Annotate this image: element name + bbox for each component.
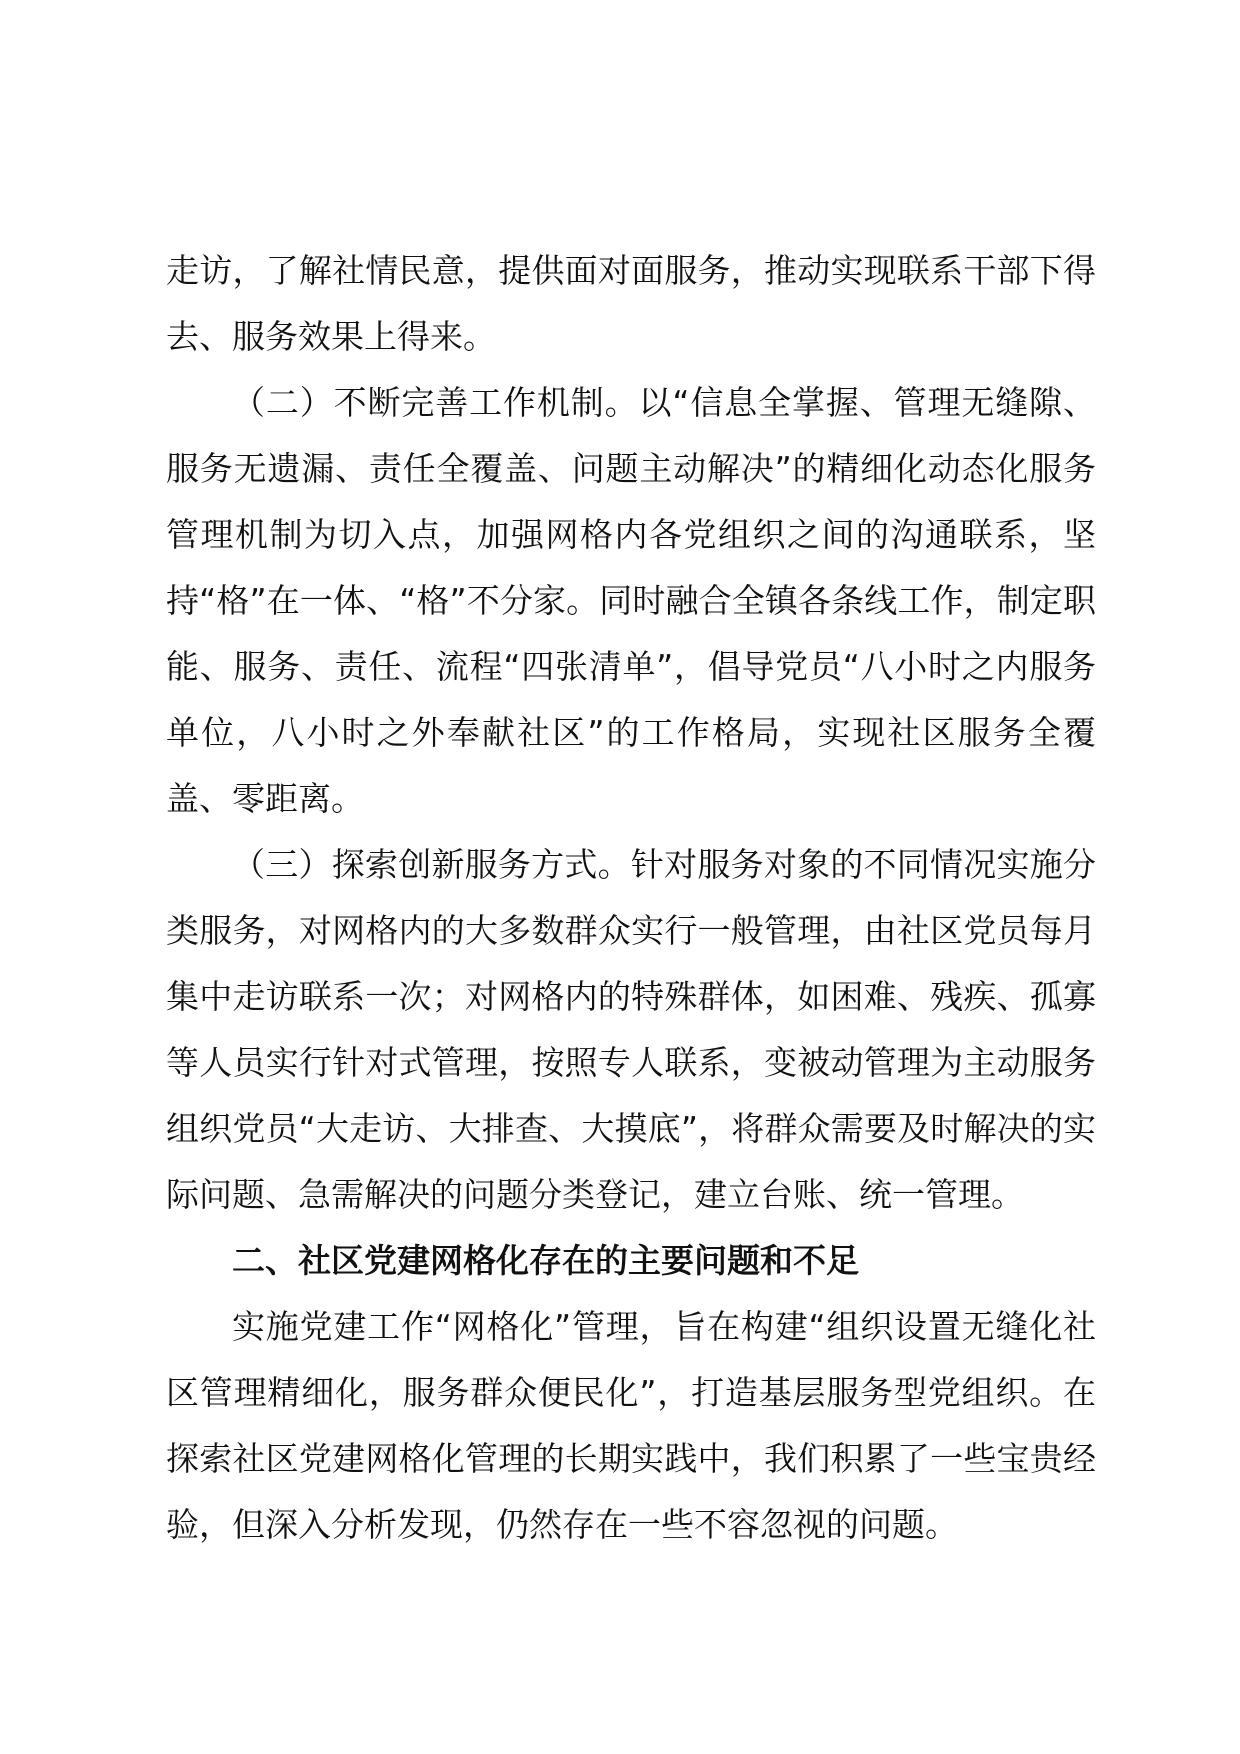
- paragraph-service-innovation: （三）探索创新服务方式。针对服务对象的不同情况实施分类服务，对网格内的大多数群众实行一般管理，由社区党员每月集中走访联系一次；对网格内的特殊群体，如困难、残疾、孤寡等人员实行针对式管理，按照专人联系，变被动管理为主动服务组织党员“大走访、大排查、大摸底”，将群众需要及时解决的实际问题、急需解决的问题分类登记，建立台账、统一管理。: [166, 845, 1096, 1214]
- section-heading-problems: 二、社区党建网格化存在的主要问题和不足: [232, 1241, 859, 1280]
- document-body: [166, 238, 1096, 1558]
- paragraph-work-mechanism: （二）不断完善工作机制。以“信息全掌握、管理无缝隙、服务无遗漏、责任全覆盖、问题主动解决”的精细化动态化服务管理机制为切入点，加强网格内各党组织之间的沟通联系，坚持“格”在一体、“格”不分家。同时融合全镇各条线工作，制定职能、服务、责任、流程“四张清单”，倡导党员“八小时之内服务单位，八小时之外奉献社区”的工作格局，实现社区服务全覆盖、零距离。: [166, 383, 1096, 818]
- paragraph-problems-intro: 实施党建工作“网格化”管理，旨在构建“组织设置无缝化社区管理精细化，服务群众便民化”，打造基层服务型党组织。在探索社区党建网格化管理的长期实践中，我们积累了一些宝贵经验，但深入分析发现，仍然存在一些不容忽视的问题。: [166, 1307, 1096, 1544]
- paragraph-continuation: 走访，了解社情民意，提供面对面服务，推动实现联系干部下得去、服务效果上得来。: [166, 251, 1096, 356]
